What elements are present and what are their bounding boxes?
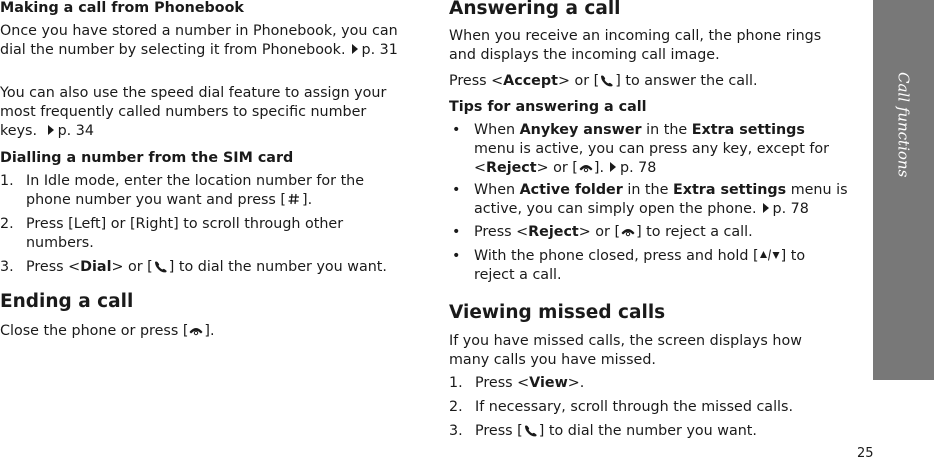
chapter-side-tab [873, 0, 934, 380]
answering-paragraph: When you receive an incoming call, the phone rings and displays the incoming call image. [449, 28, 822, 63]
list-item: 3. Press [ ] to dial the number you want. [449, 423, 757, 439]
end-key-icon [188, 323, 204, 337]
list-item: • With the phone closed, press and hold [ ] to reject a call. [452, 248, 806, 283]
list-item: • When Active folder in the Extra settings menu is active, you can simply open the phone. p. 78 [452, 182, 848, 217]
ending-call-paragraph: Close the phone or press [ ]. [0, 323, 215, 339]
arrow-right-icon [610, 162, 616, 172]
tips-list [449, 121, 849, 285]
end-key-icon [578, 160, 594, 174]
list-item: 1. In Idle mode, enter the location number for the phone number you want and press [ ]. [0, 173, 365, 208]
page-number: 25 [857, 446, 874, 461]
arrow-right-icon [48, 125, 54, 135]
send-key-icon [523, 423, 539, 437]
page-reference: p. 78 [772, 201, 809, 217]
list-item: • Press <Reject> or [ ] to reject a call. [452, 224, 753, 240]
arrow-right-icon [352, 44, 358, 54]
arrow-right-icon [763, 203, 769, 213]
volume-key-icon [759, 248, 781, 262]
page-reference: p. 34 [57, 123, 94, 139]
send-key-icon [153, 259, 169, 273]
list-item: 3. Press <Dial> or [ ] to dial the number you want. [0, 259, 387, 275]
sim-heading: Dialling a number from the SIM card [0, 150, 294, 166]
missed-calls-paragraph: If you have missed calls, the screen displays how many calls you have missed. [449, 333, 802, 368]
end-key-icon [620, 224, 636, 238]
send-key-icon [599, 73, 615, 87]
hash-key-icon [286, 192, 302, 206]
list-item: • When Anykey answer in the Extra settings menu is active, you can press any key, except for <Reject> or [ ]. p. 78 [452, 122, 830, 176]
accept-paragraph: Press <Accept> or [ ] to answer the call. [449, 73, 758, 89]
list-item: 2. If necessary, scroll through the missed calls. [449, 399, 794, 415]
phonebook-paragraph: Once you have stored a number in Phonebook, you can dial the number by selecting it from Phonebook. p. 31 [0, 23, 398, 58]
phonebook-heading: Making a call from Phonebook [0, 0, 244, 16]
tips-heading: Tips for answering a call [449, 99, 647, 115]
missed-calls-heading: Viewing missed calls [449, 302, 666, 323]
answering-heading: Answering a call [449, 0, 621, 19]
list-item: 2. Press [Left] or [Right] to scroll through other numbers. [0, 216, 344, 251]
sim-steps [0, 172, 400, 277]
ending-call-heading: Ending a call [0, 291, 134, 312]
missed-calls-steps [449, 374, 849, 441]
chapter-label: Call functions [894, 72, 913, 178]
speed-dial-paragraph: You can also use the speed dial feature to assign your most frequently called numbers to specific number keys. p. 34 [0, 85, 387, 139]
page-reference: p. 31 [361, 42, 398, 58]
list-item: 1. Press <View>. [449, 375, 585, 391]
page-reference: p. 78 [620, 160, 657, 176]
